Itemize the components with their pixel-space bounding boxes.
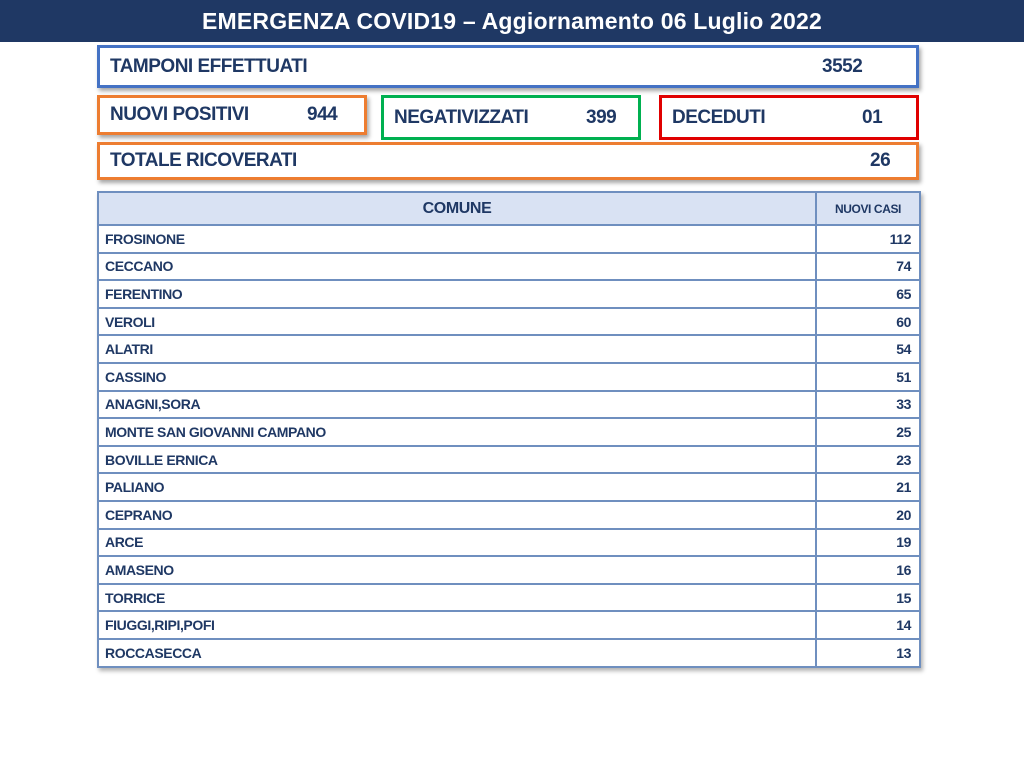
deceduti-label: DECEDUTI (672, 106, 766, 128)
comune-cell: MONTE SAN GIOVANNI CAMPANO (98, 418, 816, 446)
table-row (98, 308, 920, 336)
comune-cell: TORRICE (98, 584, 816, 612)
comune-cell: ALATRI (98, 335, 816, 363)
nuovi-casi-cell: 60 (816, 308, 920, 336)
page-title-bar (0, 0, 1024, 42)
totale-ricoverati-value: 26 (870, 150, 891, 171)
comune-cell: CASSINO (98, 363, 816, 391)
nuovi-casi-cell: 20 (816, 501, 920, 529)
comune-cell: CEPRANO (98, 501, 816, 529)
nuovi-casi-cell: 51 (816, 363, 920, 391)
totale-ricoverati-label: TOTALE RICOVERATI (110, 150, 297, 171)
negativizzati-value: 399 (586, 106, 617, 128)
comune-cell: VEROLI (98, 308, 816, 336)
nuovi-casi-cell: 65 (816, 280, 920, 308)
table-row (98, 639, 920, 667)
comune-cell: FROSINONE (98, 225, 816, 253)
comune-cell: ARCE (98, 529, 816, 557)
table-row (98, 501, 920, 529)
table-row (98, 418, 920, 446)
table-row (98, 280, 920, 308)
table-row (98, 473, 920, 501)
nuovi-casi-cell: 54 (816, 335, 920, 363)
negativizzati-box (381, 95, 641, 140)
nuovi-casi-cell: 23 (816, 446, 920, 474)
comune-cell: AMASENO (98, 556, 816, 584)
nuovi-positivi-value: 944 (307, 104, 338, 125)
nuovi-casi-cell: 14 (816, 611, 920, 639)
totale-ricoverati-box (97, 142, 919, 180)
comune-cell: ROCCASECCA (98, 639, 816, 667)
deceduti-box (659, 95, 919, 140)
table-row (98, 446, 920, 474)
nuovi-casi-cell: 33 (816, 391, 920, 419)
nuovi-casi-cell: 21 (816, 473, 920, 501)
negativizzati-label: NEGATIVIZZATI (394, 106, 529, 128)
nuovi-casi-cell: 74 (816, 253, 920, 281)
nuovi-casi-column-header: NUOVI CASI (816, 192, 920, 225)
table-row (98, 363, 920, 391)
page-title: EMERGENZA COVID19 – Aggiornamento 06 Luglio 2022 (201, 7, 823, 34)
comune-column-header: COMUNE (98, 192, 816, 225)
table-header-row (98, 192, 920, 225)
nuovi-casi-cell: 13 (816, 639, 920, 667)
table-row (98, 611, 920, 639)
nuovi-casi-cell: 25 (816, 418, 920, 446)
nuovi-casi-cell: 19 (816, 529, 920, 557)
table-row (98, 253, 920, 281)
comune-cell: BOVILLE ERNICA (98, 446, 816, 474)
table-row (98, 529, 920, 557)
nuovi-casi-cell: 16 (816, 556, 920, 584)
table-row (98, 225, 920, 253)
comune-cell: ANAGNI,SORA (98, 391, 816, 419)
nuovi-positivi-label: NUOVI POSITIVI (110, 104, 249, 125)
table-row (98, 584, 920, 612)
deceduti-value: 01 (862, 106, 883, 128)
tamponi-box (97, 45, 919, 88)
table-row (98, 335, 920, 363)
comune-cell: PALIANO (98, 473, 816, 501)
nuovi-casi-cell: 112 (816, 225, 920, 253)
tamponi-value: 3552 (822, 55, 863, 77)
tamponi-label: TAMPONI EFFETTUATI (110, 55, 308, 77)
comune-cell: CECCANO (98, 253, 816, 281)
comune-cell: FERENTINO (98, 280, 816, 308)
nuovi-casi-cell: 15 (816, 584, 920, 612)
nuovi-positivi-box (97, 95, 367, 135)
table-row (98, 391, 920, 419)
comuni-table (97, 191, 921, 668)
table-body (98, 225, 920, 667)
comune-cell: FIUGGI,RIPI,POFI (98, 611, 816, 639)
table-row (98, 556, 920, 584)
